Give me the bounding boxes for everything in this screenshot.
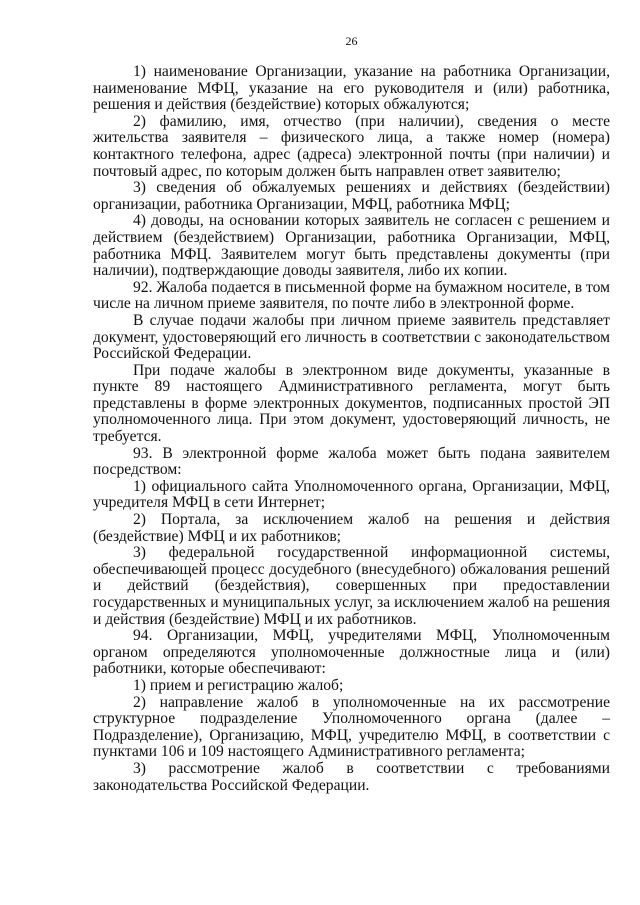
paragraph-1: 1) наименование Организации, указание на работника Организации, наименование МФЦ, указание на его руководителя и (или) работника, решения и действия (бездействие) которых обжалуются; <box>93 63 610 114</box>
document-body <box>93 64 610 794</box>
paragraph-94-1: 1) прием и регистрацию жалоб; <box>133 676 344 694</box>
paragraph-93-2: 2) Портала, за исключением жалоб на решения и действия (бездействие) МФЦ и их работников; <box>93 511 610 545</box>
paragraph-93: 93. В электронной форме жалоба может быть подана заявителем посредством: <box>93 444 610 479</box>
paragraph-94: 94. Организации, МФЦ, учредителями МФЦ, Уполномоченным органом определяются уполномоченные должностные лица и (или) работники, которые обеспечивают: <box>93 627 610 678</box>
paragraph-94-3: 3) рассмотрение жалоб в соответствии с требованиями законодательства Российской Федерации. <box>93 759 610 794</box>
paragraph-3: 3) сведения об обжалуемых решениях и действиях (бездействии) организации, работника Организации, МФЦ, работника МФЦ; <box>93 179 610 213</box>
paragraph-92: 92. Жалоба подается в письменной форме на бумажном носителе, в том числе на личном приеме заявителя, по почте либо в электронной форме. <box>93 278 610 313</box>
paragraph-94-2: 2) направление жалоб в уполномоченные на их рассмотрение структурное подразделение Уполномоченного органа (далее – Подразделение), Организацию, МФЦ, учредителю МФЦ, в соответствии с пунктами 106 и 109 настоящего Административного регламента; <box>93 693 610 761</box>
paragraph-2: 2) фамилию, имя, отчество (при наличии), сведения о месте жительства заявителя – физического лица, а также номер (номера) контактного телефона, адрес (адреса) электронной почты (при наличии) и почтовый адрес, по которым должен быть направлен ответ заявителю; <box>93 112 610 180</box>
paragraph-93-1: 1) официального сайта Уполномоченного органа, Организации, МФЦ, учредителя МФЦ в сети Интернет; <box>93 477 610 512</box>
paragraph-93-3: 3) федеральной государственной информационной системы, обеспечивающей процесс досудебного (внесудебного) обжалования решений и действий (бездействия), совершенных при предоставлении государственных и муниципальных услуг, за исключением жалоб на решения и действия (бездействие) МФЦ и их работников. <box>93 544 610 628</box>
paragraph-4: 4) доводы, на основании которых заявитель не согласен с решением и действием (бездействием) Организации, работника Организации, МФЦ, работника МФЦ. Заявителем могут быть представлены документы (при наличии), подтверждающие доводы заявителя, либо их копии. <box>93 212 610 280</box>
page-number: 26 <box>345 34 358 48</box>
paragraph-personal-reception: В случае подачи жалобы при личном приеме заявитель представляет документ, удостоверяющий его личность в соответствии с законодательством Российской Федерации. <box>93 311 610 363</box>
paragraph-electronic-submission: При подаче жалобы в электронном виде документы, указанные в пункте 89 настоящего Административного регламента, могут быть представлены в форме электронных документов, подписанных простой ЭП уполномоченного лица. При этом документ, удостоверяющий личность, не требуется. <box>93 361 610 446</box>
